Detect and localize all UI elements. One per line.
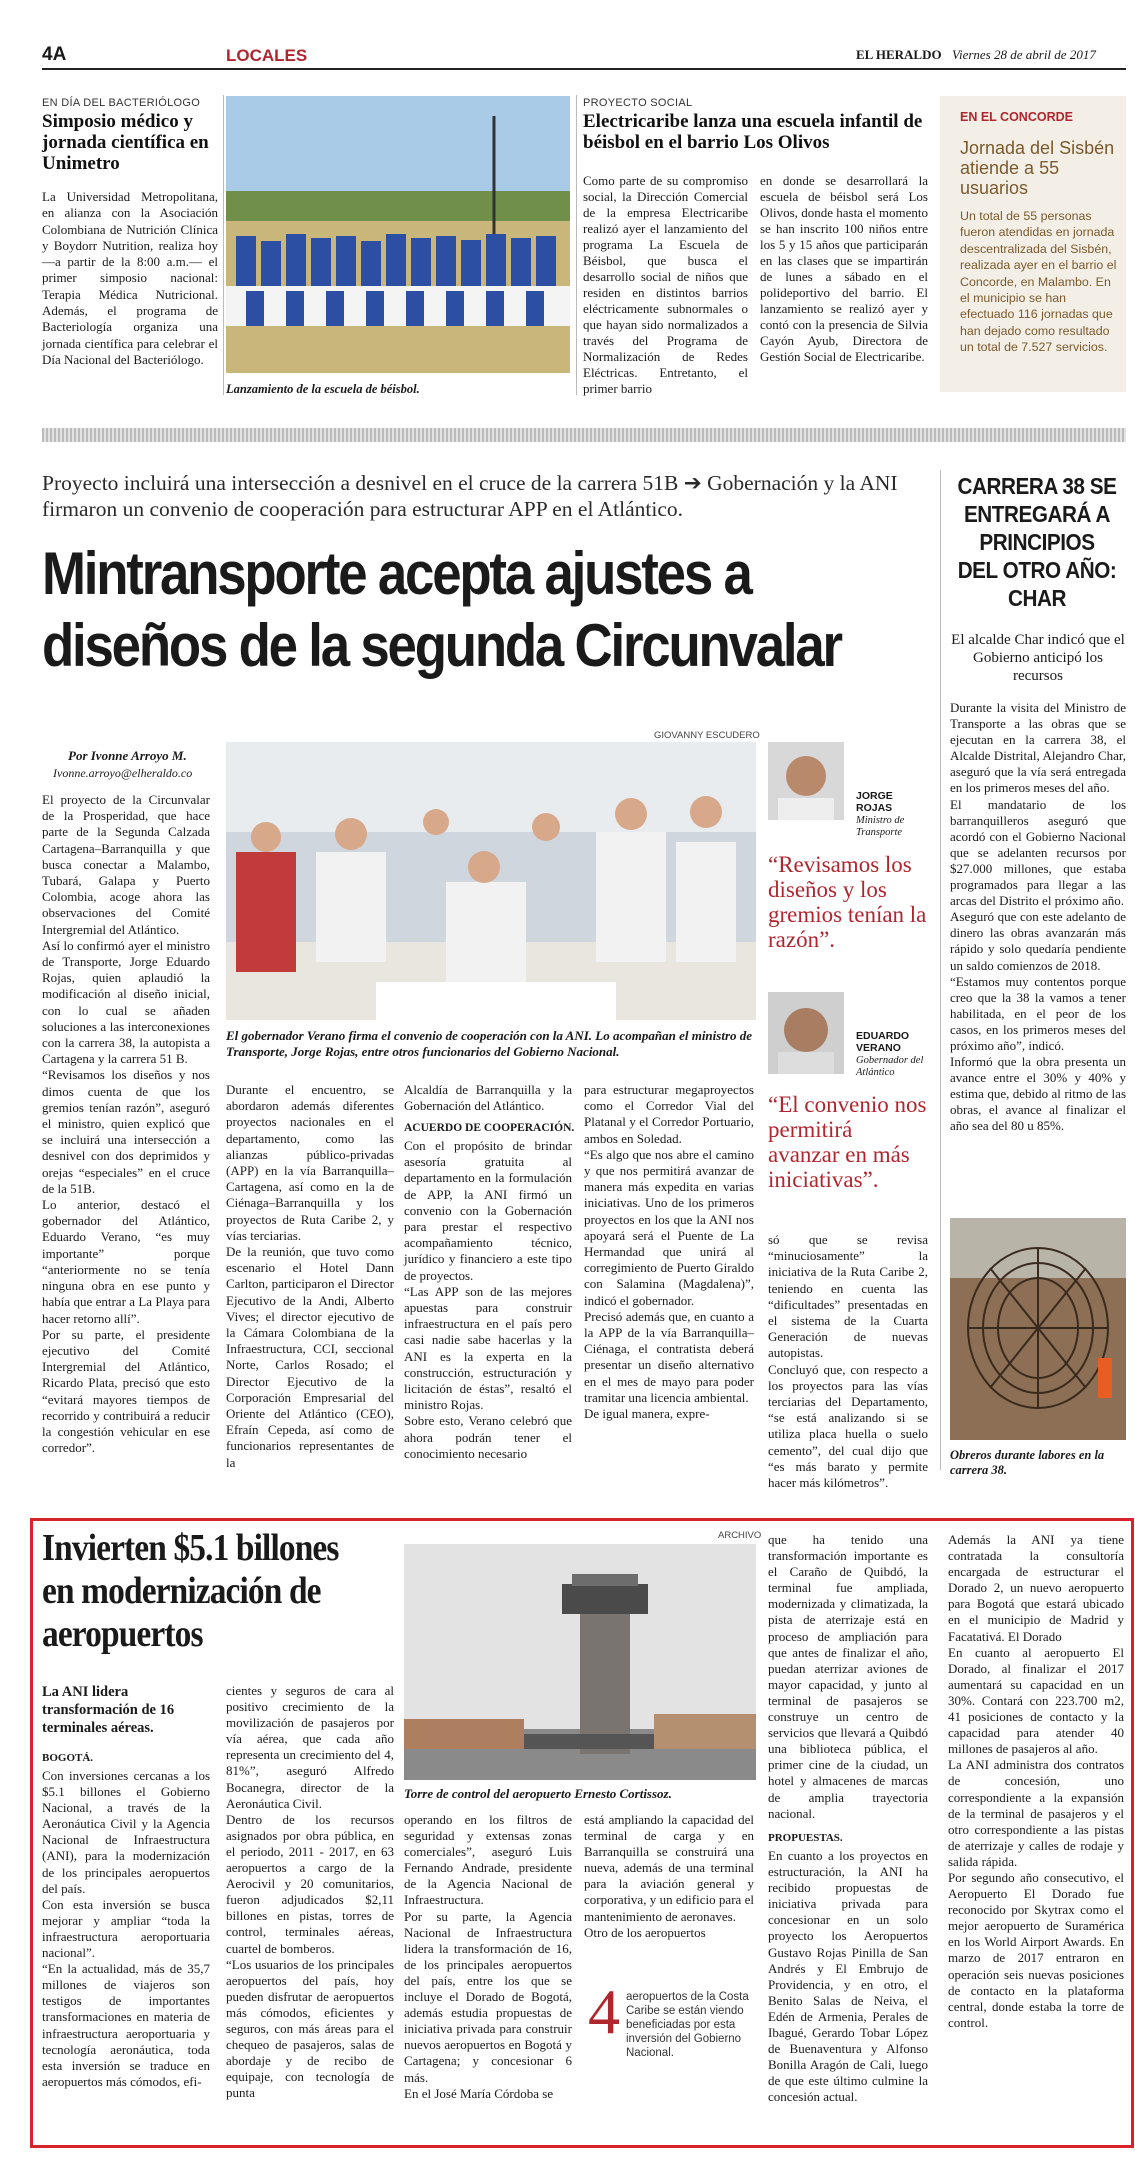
main-col3: Con el propósito de brindar asesoría gratuita al departamento en la formulación de APP, la ANI firmó un convenio con la Gobernación para prestar el respectivo acompañamiento técnico, jurídico y financiero a este tipo de proyectos. “Las APP son de las mejores apuestas para construir infraestructura en el país pero casi nadie sabe hacerlas y la ANI es la experta en la construcción, estructuración y licitación de éstas”, resaltó el ministro Rojas. Sobre esto, Verano celebró que ahora podrán tener el conocimiento necesario	[404, 1138, 572, 1461]
airports-deck: La ANI lidera transformación de 16 terminales aéreas.	[42, 1684, 175, 1736]
side-caption: Obreros durante labores en la carrera 38.	[950, 1448, 1105, 1477]
bact-body: La Universidad Metropolitana, en alianza con la Asociación Colombiana de Nutrición Clínica y Boydorr Nutrition, realiza hoy —a partir de la 8:00 a.m.— el primer simposio nacional: Terapia Médica Nutricional. Además, el programa de Bacteriología organiza una jornada científica para celebrar el Día Nacional del Bacteriólogo.	[42, 189, 218, 367]
header-rule	[42, 68, 1126, 70]
main-email: Ivonne.arroyo@elheraldo.co	[53, 766, 193, 780]
main-deck: Proyecto incluirá una intersección a desnivel en el cruce de la carrera 51B ➔ Gobernación y la ANI firmaron un convenio de cooperación para estructurar APP en el Atlántico.	[42, 471, 898, 521]
side-deck: El alcalde Char indicó que el Gobierno anticipó los recursos	[951, 632, 1125, 684]
airports-col5-label: PROPUESTAS.	[768, 1832, 843, 1844]
archive-credit: ARCHIVO	[718, 1530, 762, 1541]
main-col2: Durante el encuentro, se abordaron además diferentes proyectos nacionales en el departamento, como las alianzas público-privadas (APP) en la vía Barranquilla–Cartagena, así como en la de Ciénaga–Barranquilla y los proyectos de Ruta Caribe 2, y vías terciarias. De la reunión, que tuvo como escenario el Hotel Dann Carlton, participaron el Director Ejecutivo de la Andi, Alberto Vives; el director ejecutivo de la Cámara Colombiana de la Infraestructura, CCI, seccional Norte, Carlos Rosado; el Director Ejecutivo de la Corporación Empresarial del Oriente del Atlántico (CEO), Efraín Cepeda, así como de funcionarios representantes de la	[226, 1082, 394, 1470]
baseball-title: Electricaribe lanza una escuela infantil de béisbol en el barrio Los Olivos	[583, 111, 923, 153]
side-title: CARRERA 38 SE ENTREGARÁ A PRINCIPIOS DEL OTRO AÑO: CHAR	[957, 473, 1117, 611]
page-date: Viernes 28 de abril de 2017	[952, 47, 1096, 62]
concorde-body: Un total de 55 personas fueron atendidas en jornada descentralizada del Sisbén, realizada ayer en el barrio el Concorde, en Malambo. En el municipio se han efectuado 116 jornadas que han dejado como resultado un total de 7.527 servicios.	[960, 209, 1117, 355]
paper-name: EL HERALDO	[856, 47, 942, 62]
verano-name: EDUARDO VERANO	[856, 1030, 910, 1054]
baseball-col1: Como parte de su compromiso social, la Dirección Comercial de la empresa Electricaribe realizó ayer el lanzamiento del programa La Escuela de Béisbol, que busca el desarrollo social de niños que residen en distintos barrios eléctricamente subnormales o que hayan sido normalizados a través del Programa de Normalización de Redes Eléctricas. Entretanto, el primer barrio	[583, 173, 748, 396]
baseball-col2: en donde se desarrollará la escuela de béisbol será Los Olivos, donde hasta el momento se han inscrito 100 niños entre los 5 y 15 años que participarán en las clases que se impartirán de lunes a sábado en el polideportivo del barrio. El lanzamiento se realizó ayer y contó con la presencia de Silvia Cayón Ayub, Directora de Gestión Social de Electricaribe.	[760, 173, 928, 364]
main-col4: para estructurar megaproyectos como el Corredor Vial del Platanal y el Corredor Portuario, ambos en Soledad. “Es algo que nos abre el camino y que nos permitirá avanzar de manera más expedita en varias iniciativas. Uno de los primeros proyectos en los que la ANI nos apoyará será el Puente de La Hermandad que unirá al corregimiento de Puerto Giraldo con Salamina (Magdalena)”, indicó el gobernador. Precisó además que, en cuanto a la APP de la vía Barranquilla–Ciénaga, el contratista deberá presentar un diseño alternativo en el mes de mayo para poder tramitar una licencia ambiental. De igual manera, expre-	[584, 1082, 754, 1422]
divider	[223, 95, 224, 395]
airports-col1-place: BOGOTÁ.	[42, 1752, 94, 1764]
signing-photo	[226, 742, 756, 1020]
airports-col5b: En cuanto a los proyectos en estructuración, la ANI ha recibido propuestas de iniciativa privada para concesionar en un solo proyecto los Aeropuertos Gustavo Rojas Pinilla de San Andrés y El Embrujo de Providencia, y en otro, el Benito Salas de Neiva, el Edén de Armenia, Perales de Ibagué, Gerardo Tobar López de Buenaventura y Alfonso Bonilla Aragón de Cali, luego de que este último culmine la concesión actual.	[768, 1848, 928, 2105]
baseball-photo	[226, 96, 570, 373]
bact-title: Simposio médico y jornada científica en Unimetro	[42, 111, 209, 174]
rojas-quote: “Revisamos los diseños y los gremios tenían la razón”.	[768, 852, 927, 952]
baseball-caption: Lanzamiento de la escuela de béisbol.	[226, 382, 420, 396]
airports-col4: está ampliando la capacidad del terminal de carga y en Barranquilla se construirá una nueva, además de una terminal para la aviación general y corporativa, y un edificio para el mantenimiento de aeronaves. Otro de los aeropuertos	[584, 1812, 754, 1940]
verano-portrait	[768, 992, 844, 1074]
main-byline: Por Ivonne Arroyo M.	[68, 748, 187, 763]
baseball-kicker: PROYECTO SOCIAL	[583, 97, 693, 109]
stat-text: aeropuertos de la Costa Caribe se están viendo beneficiadas por esta inversión del Gobierno Nacional.	[626, 1991, 749, 2059]
stat-number: 4	[588, 1976, 620, 2047]
photo-credit: GIOVANNY ESCUDERO	[654, 730, 760, 741]
tower-caption: Torre de control del aeropuerto Ernesto Cortissoz.	[404, 1786, 672, 1801]
airports-col2: cientes y seguros de cara al positivo crecimiento de la movilización de pasajeros por vía aérea, que cada año representa un crecimiento del 4, 81%”, aseguró Alfredo Bocanegra, director de la Aeronáutica Civil. Dentro de los recursos asignados por obra pública, en el periodo, 2011 - 2017, en 63 aeropuertos a cargo de la Aerocivil y 20 comunitarios, fueron adjudicados $2,11 billones en pistas, torres de control, terminales aéreas, cuartel de bomberos. “Los usuarios de los principales aeropuertos del país, hoy pueden disfrutar de aeropuertos más cómodos, eficientes y seguros, con más áreas para el chequeo de pasajeros, salas de abordaje y de recibo de equipaje, con tecnología de punta	[226, 1683, 394, 2101]
separator-band	[42, 428, 1126, 442]
rojas-name: JORGE ROJAS	[856, 790, 893, 814]
divider	[940, 470, 941, 1470]
airports-col5: que ha tenido una transformación importante es el Caraño de Quibdó, la terminal fue ampliada, modernizada y climatizada, la pista de aterrizaje está en proceso de ampliación para que antes de finalizar el año, puedan aterrizar aviones de mayor capacidad, y junto al terminal de pasajeros se construye un centro de servicios que llevará a Quibdó una biblioteca pública, el primer cine de la ciudad, un hotel y almacenes de marcas de amplia trayectoria nacional.	[768, 1532, 928, 1821]
main-caption: El gobernador Verano firma el convenio de cooperación con la ANI. Lo acompañan el ministro de Transporte, Jorge Rojas, entre otros funcionarios del Gobierno Nacional.	[226, 1028, 753, 1059]
concorde-kicker: EN EL CONCORDE	[960, 110, 1073, 124]
rojas-role: Ministro de Transporte	[856, 815, 905, 838]
main-col1: El proyecto de la Circunvalar de la Prosperidad, que hace parte de la Segunda Calzada Cartagena–Barranquilla y que busca conectar a Malambo, Tubará, Galapa y Puerto Colombia, acoge ahora las observaciones del Comité Intergremial del Atlántico. Así lo confirmó ayer el ministro de Transporte, Jorge Eduardo Rojas, quien aplaudió la modificación al diseño inicial, con lo cual se añaden soluciones a las interconexiones con la carrera 38, la autopista a Cartagena y la carrera 51 B. “Revisamos los diseños y nos dimos cuenta de que los gremios tenían razón”, aseguró el ministro, quien explicó que se incluirá una intersección a desnivel con dos deprimidos y orejas “especiales” en el cruce de la 51B. Lo anterior, destacó el gobernador del Atlántico, Eduardo Verano, “es muy importante” porque “anteriormente no se tenía ninguna obra en ese punto y había que entrar a La Playa para hacer retorno allí”. Por su parte, el presidente ejecutivo del Comité Intergremial del Atlántico, Ricardo Plata, precisó que esto “evitará mayores tiempos de recorrido y contribuirá a reducir la congestión vehicular en ese corredor”.	[42, 792, 210, 1456]
main-col3-label: ACUERDO DE COOPERACIÓN.	[404, 1122, 575, 1134]
concorde-title: Jornada del Sisbén atiende a 55 usuarios	[960, 138, 1115, 198]
airports-headline: Invierten $5.1 billones en modernización de aeropuertos	[42, 1527, 339, 1655]
airports-col3: operando en los filtros de seguridad y extensas zonas comerciales”, aseguró Luis Fernando Andrade, presidente de la Agencia Nacional de Infraestructura. Por su parte, la Agencia Nacional de Infraestructura lidera la transformación de 16, de los principales aeropuertos del país, entre los que se incluye el Dorado de Bogotá, además estudia propuestas de iniciativa privada para construir nuevos aeropuertos en Bogotá y Cartagena; y concesionar 6 más. En el José María Córdoba se	[404, 1812, 572, 2101]
divider	[576, 95, 577, 395]
page-number: 4A	[42, 44, 67, 65]
rojas-portrait	[768, 742, 844, 820]
verano-role: Gobernador del Atlántico	[856, 1055, 924, 1078]
airports-col6: Además la ANI ya tiene contratada la consultoría encargada de estructurar el Dorado 2, un nuevo aeropuerto para Bogotá que estará ubicado en el municipio de Madrid y Facatativá. El Dorado En cuanto al aeropuerto El Dorado, al finalizar el 2017 aumentará su capacidad en un 30%. Contará con 223.700 m2, 41 posiciones de contacto y la capacidad para atender 40 millones de pasajeros al año. La ANI administra dos contratos de concesión, uno correspondiente a la expansión de la terminal de pasajeros y el otro correspondiente a las pistas de aterrizaje y calles de rodaje y salida rápida. Por segundo año consecutivo, el Aeropuerto El Dorado fue reconocido por Skytrax como el mejor aeropuerto de Suramérica en los World Airport Awards. En marzo de 2017 entraron en operación seis nuevas posiciones de contacto en la plataforma central, donde estaba la torre de control.	[948, 1532, 1124, 2030]
side-body: Durante la visita del Ministro de Transporte a las obras que se ejecutan en la carrera 38, el Alcalde Distrital, Alejandro Char, aseguró que la vía será entregada en los primeros meses del año. El mandatario de los barranquilleros aseguró que acordó con el Gobierno Nacional que se adelanten recursos por $27.000 millones, que estaba programados para llegar a las arcas del Distrito el próximo año. Aseguró que con este adelanto de dinero las obras avanzarán más rápido y solo quedaría pendiente un saldo comienzos de 2018. “Estamos muy contentos porque creo que la 38 la vamos a tener habilitada, en el peor de los casos, en los primeros meses del próximo año”, indicó. Informó que la obra presenta un avance entre el 30% y 40% y estima que, debido al ritmo de las obras, el avance al finalizar el año sea del 80 u 85%.	[950, 700, 1126, 1134]
main-headline: Mintransporte acepta ajustes a diseños de la segunda Circunvalar	[42, 540, 841, 679]
worker-photo	[950, 1218, 1126, 1440]
bact-kicker: EN DÍA DEL BACTERIÓLOGO	[42, 97, 201, 109]
tower-photo	[404, 1544, 756, 1780]
main-col5: só que se revisa “minuciosamente” la iniciativa de la Ruta Caribe 2, teniendo en cuenta las “dificultades” presentadas en el sistema de la Cuarta Generación de nuevas autopistas. Concluyó que, con respecto a los proyectos para las vías terciarias del Departamento, “se está analizando si se utiliza placa huella o suelo cemento”, del cual dijo que “es más barato y permite hacer más kilómetros”.	[768, 1232, 928, 1491]
section-label: LOCALES	[226, 46, 308, 65]
main-col3-top: Alcaldía de Barranquilla y la Gobernación del Atlántico.	[404, 1082, 572, 1114]
verano-quote: “El convenio nos permitirá avanzar en más iniciativas”.	[768, 1092, 927, 1192]
airports-col1: Con inversiones cercanas a los $5.1 billones el Gobierno Nacional, a través de la Aeronáutica Civil y la Agencia Nacional de Infraestructura (ANI), para la modernización de los principales aeropuertos del país. Con esta inversión se busca mejorar y ampliar “toda la infraestructura aeroportuaria nacional”. “En la actualidad, más de 35,7 millones de viajeros son testigos de importantes transformaciones en materia de infraestructura aeroportuaria y tecnología aeronáutica, toda esta inversión se traduce en aeropuertos más cómodos, efi-	[42, 1768, 210, 2089]
